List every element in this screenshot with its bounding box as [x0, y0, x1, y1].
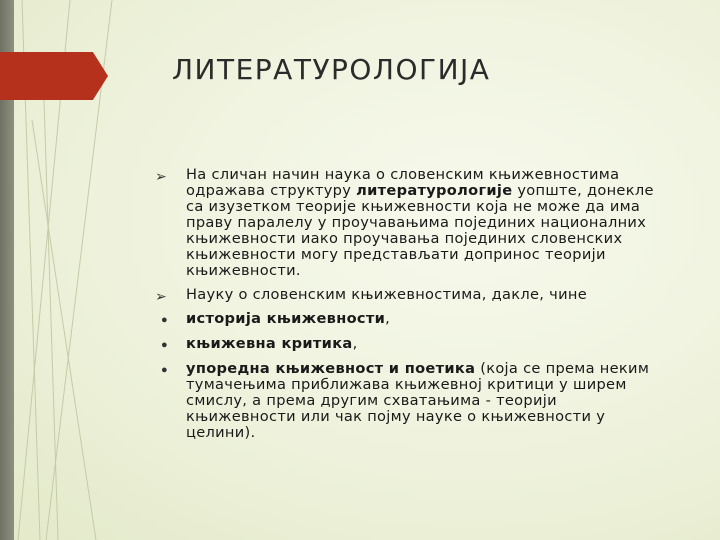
sub-item-text: [186, 311, 665, 327]
bullet-item-2: [155, 287, 665, 303]
bold-term: историја књижевности: [186, 310, 386, 327]
sub-item-rest: ,: [352, 335, 358, 352]
sub-bullet-item-2: [155, 336, 665, 352]
paragraph-text: Науку о словенским књижевностима, дакле, чине: [186, 286, 587, 303]
sub-item-text: [186, 361, 665, 441]
arrow-right-icon: ➢: [155, 288, 167, 304]
bold-term: упоредна књижевност и поетика: [186, 360, 476, 377]
sub-item-text: [186, 336, 665, 352]
sub-item-rest: ,: [385, 310, 391, 327]
bold-term: литературологије: [356, 182, 513, 199]
slide-title: ЛИТЕРАТУРОЛОГИЈА: [172, 53, 491, 86]
arrow-right-icon: ➢: [155, 168, 167, 184]
paragraph-text-end: уопште, донекле са изузетком теорије књижевности која не може да има праву паралелу у проучавањима појединих националних књижевности иако проучавања појединих словенских књижевности могу представљати допринос теорији књижевности.: [186, 182, 654, 279]
sub-bullet-item-1: [155, 311, 665, 327]
sub-bullet-item-3: [155, 361, 665, 441]
bullet-dot-icon: ●: [161, 339, 168, 351]
sub-item-rest: (која се према неким тумачењима приближава књижевној критици у ширем смислу, а према другим схватањима - теорији књижевности или чак појму науке о књижевности у целини).: [186, 360, 650, 441]
slide-content: [155, 167, 665, 441]
bold-term: књижевна критика: [186, 335, 353, 352]
bullet-dot-icon: ●: [161, 314, 168, 326]
bullet-dot-icon: ●: [161, 364, 168, 376]
bullet-item-1: [155, 167, 665, 279]
title-accent-shape: [0, 52, 108, 100]
paragraph-text-start: На сличан начин наука о словенским књижевностима одражава структуру: [186, 166, 620, 199]
paragraph-text: [186, 167, 665, 279]
